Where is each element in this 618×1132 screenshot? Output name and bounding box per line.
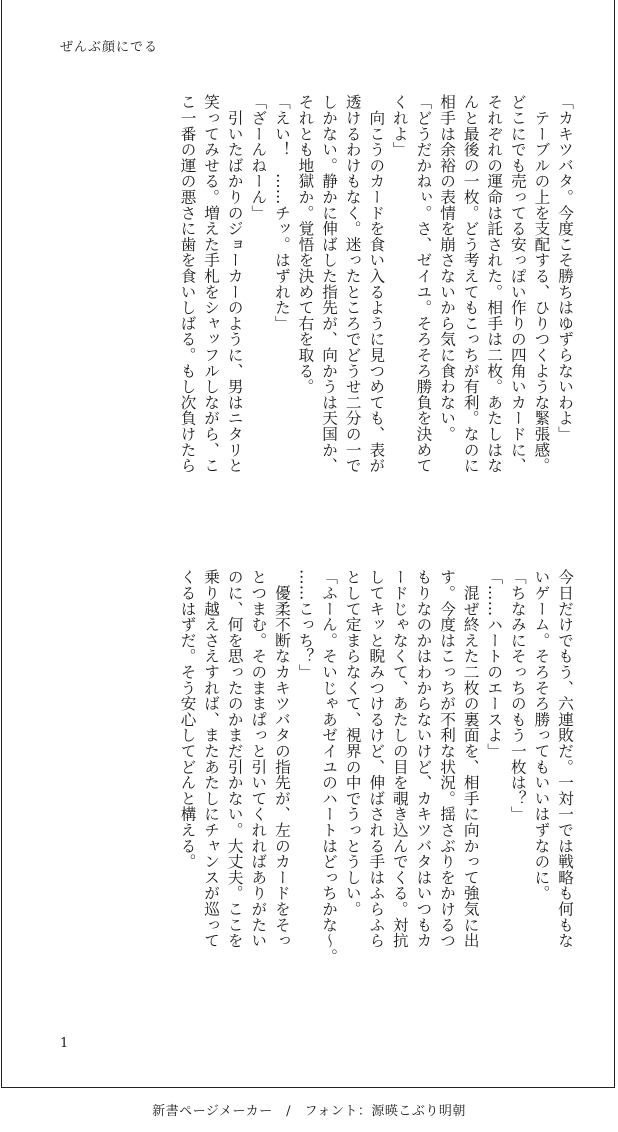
text-block-bottom	[36, 569, 576, 1003]
text-line: とつまむ。そのままぱっと引いてくれればありがたい	[249, 569, 268, 949]
text-line: んと最後の一枚。どう考えてもこっちが有利。なのに	[461, 94, 480, 474]
text-line: それとも地獄か。覚悟を決めて右を取る。	[296, 94, 315, 395]
text-line: こ一番の運の悪さに歯を食いしばる。もし次負けたら	[178, 94, 197, 474]
text-line: 透けるわけもなく。迷ったところでどうせ二分の一で	[343, 94, 362, 474]
text-line: しかない。静かに伸ばした指先が、向かうは天国か、	[320, 94, 339, 474]
text-line: テーブルの上を支配する、ひりつくような緊張感。	[532, 94, 551, 474]
text-line: どこにでも売ってる安っぽい作りの四角いカードに、	[508, 94, 527, 474]
text-line: 向こうのカードを食い入るように見つめても、表が	[367, 94, 386, 474]
text-line: 今日だけでもう、六連敗だ。一対一では戦略も何もな	[556, 569, 574, 949]
text-line: くるはずだ。そう安心してどんと構える。	[178, 569, 197, 870]
text-line: してキッと睨みつけるけど、伸ばされる手はふらふら	[367, 569, 386, 949]
text-line: 引いたばかりのジョーカーのように、男はニタリと	[225, 94, 244, 474]
text-line: 「ふーん。そいじゃあゼイユのハートはどっちかな〜。	[320, 569, 339, 964]
header-title: ぜんぶ顔にでる	[60, 40, 159, 55]
text-block-top	[36, 94, 576, 528]
text-line: 「ざーんねーん」	[249, 94, 268, 221]
footer-credit: 新書ページメーカー / フォント：源暎こぶり明朝	[152, 1104, 466, 1119]
text-line: 相手は余裕の表情を崩さないから気に食わない。	[438, 94, 457, 442]
text-line: 「ちなみにそっちのもう一枚は？」	[508, 569, 527, 822]
text-line: 「えい！ ……チッ。はずれた」	[272, 94, 291, 331]
page-frame	[1, 0, 615, 1088]
text-line: 乗り越えさえすれば、またあたしにチャンスが巡って	[202, 569, 221, 949]
text-line: 「どうだかねぃ。さ、ゼイユ。そろそろ勝負を決めて	[414, 94, 433, 474]
text-line: 優柔不断なカキツバタの指先が、左のカードをそっ	[272, 569, 291, 949]
page-number: 1	[60, 1036, 69, 1051]
text-line: 笑ってみせる。増えた手札をシャッフルしながら、こ	[202, 94, 221, 474]
text-line: す。今度はこっちが不利な状況。揺さぶりをかけるつ	[438, 569, 457, 949]
text-line: くれよ」	[390, 94, 409, 158]
text-line: それぞれの運命は託された。相手は二枚。あたしはな	[485, 94, 504, 474]
text-line: として定まらなくて、視界の中でうっとうしい。	[343, 569, 362, 917]
text-line: 混ぜ終えた二枚の裏面を、相手に向かって強気に出	[461, 569, 480, 949]
text-line: いゲーム。そろそろ勝ってもいいはずなのに。	[532, 569, 551, 901]
text-line: ……こっち？」	[296, 569, 315, 680]
text-line: 「……ハートのエースよ」	[485, 569, 504, 759]
text-line: ードじゃなくて、あたしの目を覗き込んでくる。対抗	[390, 569, 409, 949]
text-line: もりなのかはわからないけど、カキツバタはいつもカ	[414, 569, 433, 949]
text-line: 「カキツバタ。今度こそ勝ちはゆずらないわよ」	[556, 94, 574, 442]
text-line: のに、何を思ったのかまだ引かない。大丈夫。ここを	[225, 569, 244, 949]
